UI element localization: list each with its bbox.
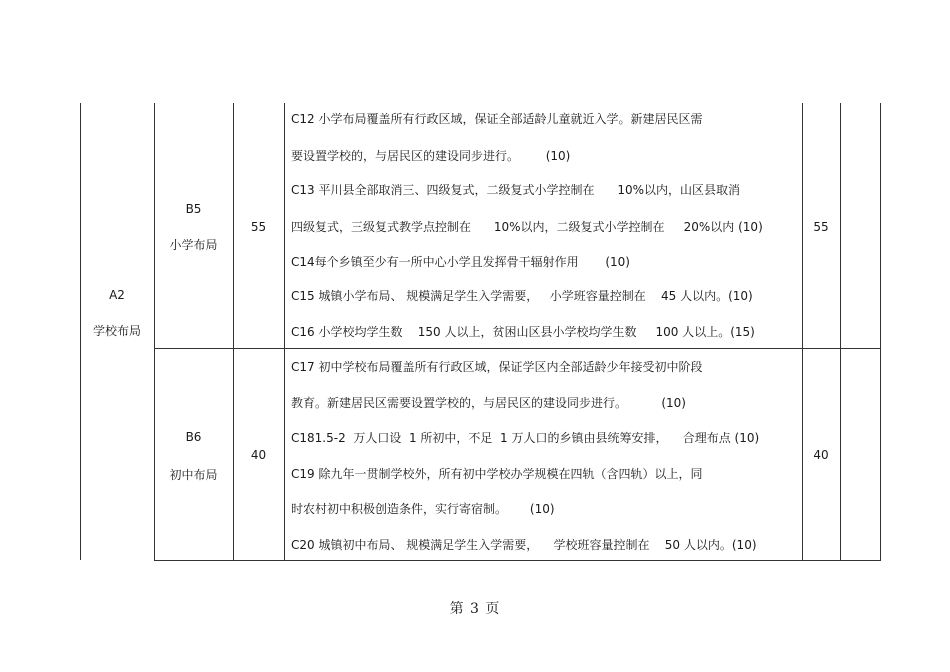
- criterion-line: 时农村初中积极创造条件，实行寄宿制。 (10): [291, 502, 555, 516]
- table-divider-weight-content: [284, 103, 285, 560]
- b6-code: B6: [185, 430, 202, 444]
- b5-name: 小学布局: [169, 238, 218, 252]
- b5-score: 55: [813, 220, 829, 234]
- criterion-line: 教育。新建居民区需要设置学校的，与居民区的建设同步进行。 (10): [291, 396, 686, 410]
- row-divider-b5-b6: [154, 348, 881, 349]
- criterion-line: 要设置学校的，与居民区的建设同步进行。 (10): [291, 149, 571, 163]
- criterion-line: C181.5-2 万人口设 1 所初中，不足 1 万人口的乡镇由县统筹安排， 合理布点 (10): [291, 431, 760, 445]
- criterion-line: 四级复式，三级复式教学点控制在 10%以内，二级复式小学控制在 20%以内 (10): [291, 220, 763, 234]
- a-category-code: A2: [109, 288, 125, 302]
- criterion-line: C13 平川县全部取消三、四级复式，二级复式小学控制在 10%以内，山区县取消: [291, 183, 741, 197]
- b5-weight: 55: [250, 220, 267, 234]
- table-divider-score-extra: [840, 103, 841, 560]
- criterion-line: C14每个乡镇至少有一所中心小学且发挥骨干辐射作用 (10): [291, 255, 630, 269]
- table-divider-b-weight: [233, 103, 234, 560]
- b6-name: 初中布局: [169, 468, 218, 482]
- table-bottom-border: [154, 560, 881, 561]
- criterion-line: C19 除九年一贯制学校外，所有初中学校办学规模在四轨（含四轨）以上，同: [291, 467, 703, 481]
- table-divider-a-b: [154, 103, 155, 560]
- criterion-line: C20 城镇初中布局、 规模满足学生入学需要， 学校班容量控制在 50 人以内。(10): [291, 538, 757, 552]
- criterion-line: C17 初中学校布局覆盖所有行政区域，保证学区内全部适龄少年接受初中阶段: [291, 360, 703, 374]
- criterion-line: C12 小学布局覆盖所有行政区域，保证全部适龄儿童就近入学。新建居民区需: [291, 112, 703, 126]
- page-number: 第 3 页: [449, 601, 501, 617]
- b6-weight: 40: [250, 448, 267, 462]
- criterion-line: C15 城镇小学布局、 规模满足学生入学需要， 小学班容量控制在 45 人以内。(10): [291, 289, 753, 303]
- table-border-right: [880, 103, 881, 560]
- table-divider-content-score: [802, 103, 803, 560]
- b5-code: B5: [185, 202, 202, 216]
- criterion-line: C16 小学校均学生数 150 人以上，贫困山区县小学校均学生数 100 人以上。(15): [291, 325, 755, 339]
- b6-score: 40: [813, 448, 829, 462]
- a-category-name: 学校布局: [92, 324, 141, 338]
